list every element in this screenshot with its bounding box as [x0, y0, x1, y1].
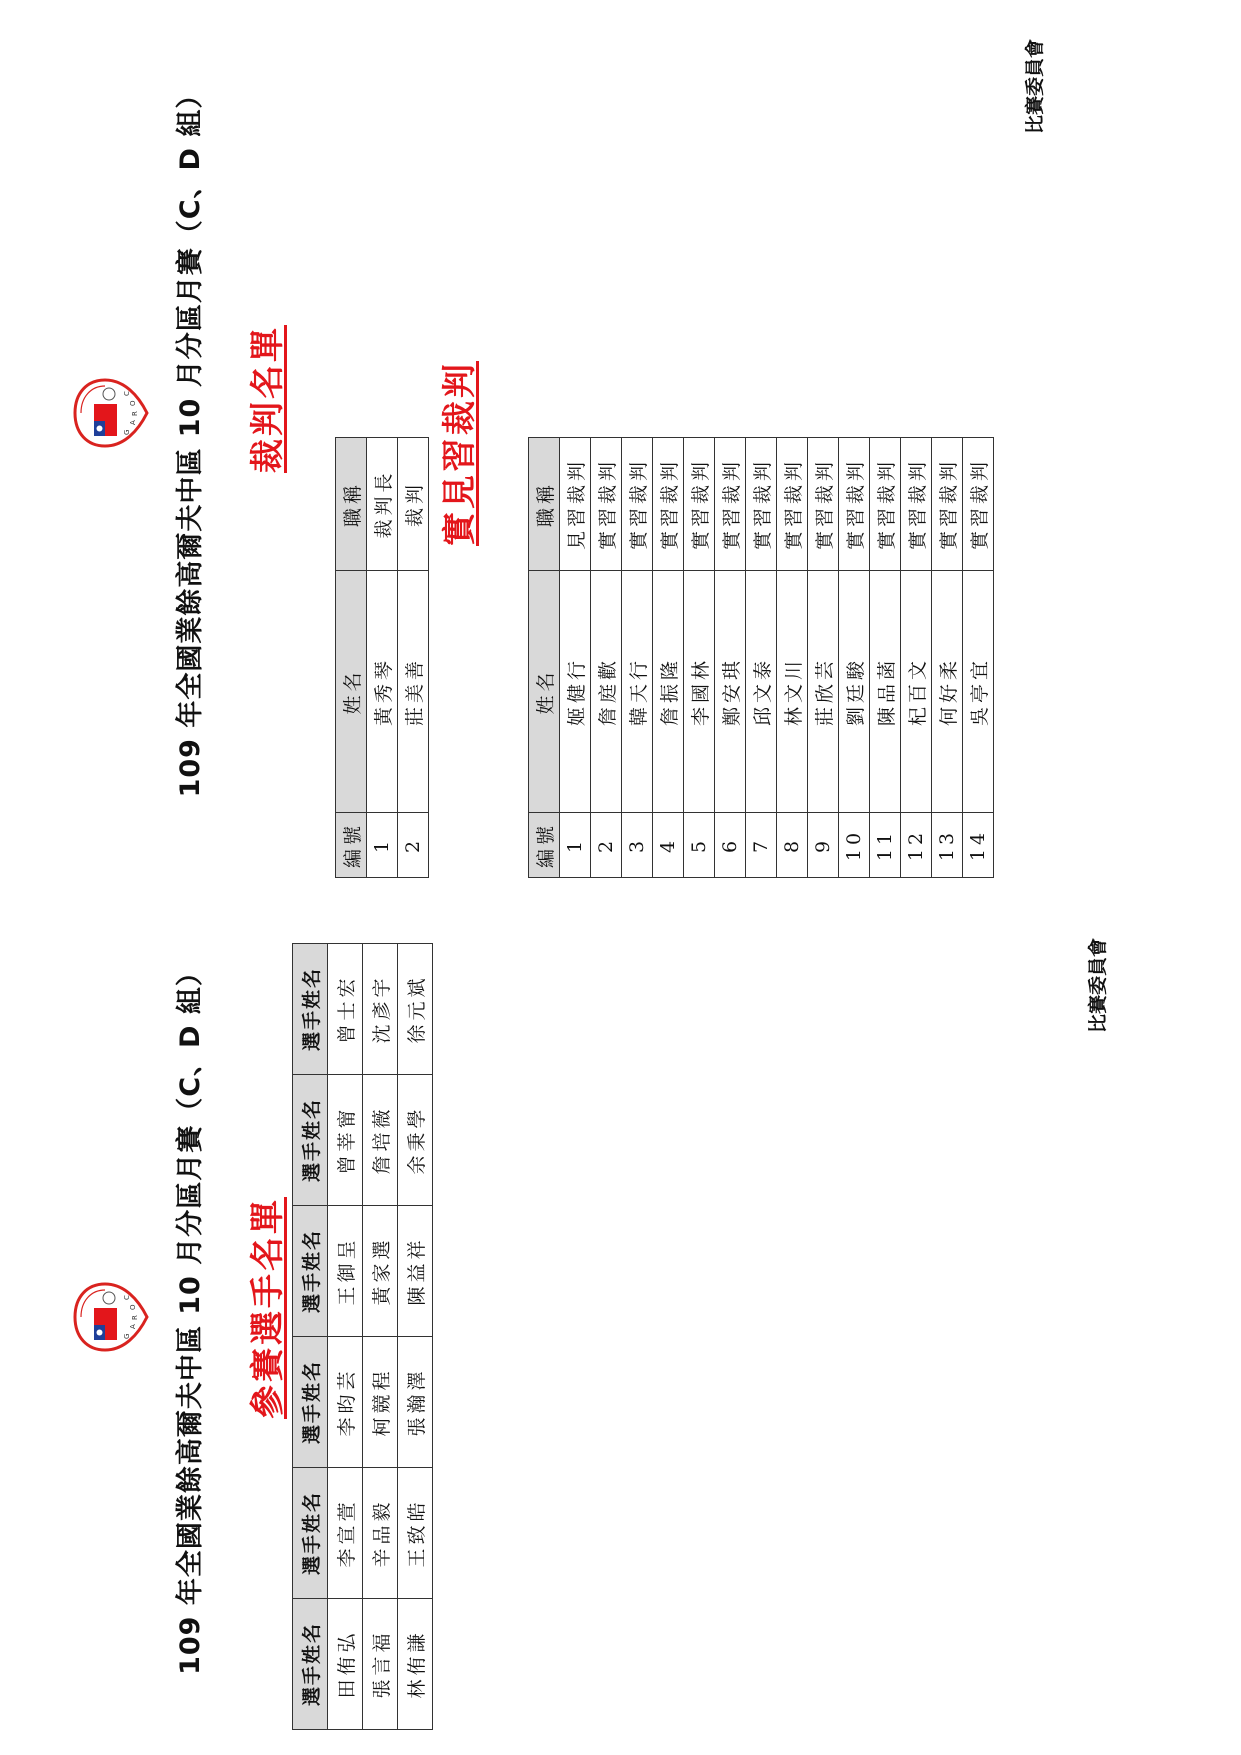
player-name: 張瀚澤: [398, 1337, 433, 1468]
player-name: 王致皓: [398, 1468, 433, 1599]
player-name: 田侑弘: [328, 1599, 363, 1730]
players-table: [292, 943, 433, 1730]
player-name: 詹培薇: [363, 1075, 398, 1206]
table-row: [622, 438, 653, 878]
trainee-number: 14: [963, 813, 994, 878]
table-row: [398, 944, 433, 1730]
player-name: 王御呈: [328, 1206, 363, 1337]
trainee-name: 李國林: [684, 571, 715, 813]
trainee-number: 7: [746, 813, 777, 878]
association-logo: [72, 377, 150, 449]
column-header-number: 編號: [529, 813, 560, 878]
trainee-number: 1: [560, 813, 591, 878]
players-heading: 參賽選手名單: [248, 1197, 288, 1419]
player-name: 余秉學: [398, 1075, 433, 1206]
table-row: [560, 438, 591, 878]
player-name: 沈彥宇: [363, 944, 398, 1075]
logo-letter: G: [123, 1333, 131, 1339]
trainees-header-row: [529, 438, 560, 878]
referee-name: 黃秀琴: [367, 571, 398, 813]
table-row: [901, 438, 932, 878]
trainee-name: 韓天行: [622, 571, 653, 813]
trainee-title: 實習裁判: [746, 438, 777, 571]
trainee-number: 12: [901, 813, 932, 878]
table-row: [932, 438, 963, 878]
table-row: [398, 438, 429, 878]
trainee-number: 2: [591, 813, 622, 878]
table-row: [363, 944, 398, 1730]
player-name: 李昀芸: [328, 1337, 363, 1468]
table-row: [684, 438, 715, 878]
table-row: [653, 438, 684, 878]
table-row: [715, 438, 746, 878]
player-name: 林侑謙: [398, 1599, 433, 1730]
logo-letter: R: [131, 411, 139, 416]
logo-letter: O: [129, 1304, 137, 1310]
table-row: [870, 438, 901, 878]
logo-letter: R: [131, 1315, 139, 1320]
trainee-title: 實習裁判: [963, 438, 994, 571]
trainee-title: 實習裁判: [653, 438, 684, 571]
players-column-header: 選手姓名: [293, 1206, 328, 1337]
table-row: [591, 438, 622, 878]
trainee-number: 6: [715, 813, 746, 878]
trainee-title: 實習裁判: [870, 438, 901, 571]
trainee-number: 3: [622, 813, 653, 878]
player-name: 曾莘甯: [328, 1075, 363, 1206]
trainee-name: 吳亭宜: [963, 571, 994, 813]
trainee-name: 陳品菡: [870, 571, 901, 813]
player-name: 李宣萱: [328, 1468, 363, 1599]
trainee-number: 13: [932, 813, 963, 878]
trainee-title: 實習裁判: [932, 438, 963, 571]
logo-letter: O: [129, 400, 137, 406]
trainee-name: 邱文泰: [746, 571, 777, 813]
trainee-name: 詹振隆: [653, 571, 684, 813]
trainee-name: 林文川: [777, 571, 808, 813]
trainee-name: 姬健行: [560, 571, 591, 813]
trainee-number: 8: [777, 813, 808, 878]
committee-signature: 比賽委員會: [1087, 937, 1109, 1033]
trainee-name: 鄭安琪: [715, 571, 746, 813]
player-name: 張言福: [363, 1599, 398, 1730]
trainee-name: 杞百文: [901, 571, 932, 813]
referees-header-row: [336, 438, 367, 878]
trainees-table: [528, 437, 994, 878]
logo-letter: G: [123, 429, 131, 435]
trainee-title: 實習裁判: [622, 438, 653, 571]
table-row: [808, 438, 839, 878]
player-name: 徐元斌: [398, 944, 433, 1075]
players-column-header: 選手姓名: [293, 1075, 328, 1206]
committee-signature: 比賽委員會: [1024, 38, 1046, 134]
table-row: [839, 438, 870, 878]
referee-number: 1: [367, 813, 398, 878]
trainee-name: 莊欣芸: [808, 571, 839, 813]
trainee-title: 實習裁判: [901, 438, 932, 571]
players-column-header: 選手姓名: [293, 1337, 328, 1468]
trainee-title: 見習裁判: [560, 438, 591, 571]
players-column-header: 選手姓名: [293, 1599, 328, 1730]
referee-title: 裁判: [398, 438, 429, 571]
referee-title: 裁判長: [367, 438, 398, 571]
trainee-number: 11: [870, 813, 901, 878]
trainee-name: 詹庭歡: [591, 571, 622, 813]
table-row: [746, 438, 777, 878]
player-name: 柯競程: [363, 1337, 398, 1468]
player-name: 辛品毅: [363, 1468, 398, 1599]
logo-letter: C: [123, 1295, 131, 1300]
player-name: 黃家選: [363, 1206, 398, 1337]
trainee-number: 4: [653, 813, 684, 878]
trainee-name: 何好柔: [932, 571, 963, 813]
column-header-title: 職稱: [336, 438, 367, 571]
logo-letter: A: [129, 420, 137, 425]
player-name: 陳益祥: [398, 1206, 433, 1337]
table-row: [963, 438, 994, 878]
table-row: [328, 944, 363, 1730]
players-header-row: [293, 944, 328, 1730]
trainee-name: 劉廷駿: [839, 571, 870, 813]
referees-heading: 裁判名單: [248, 325, 288, 473]
referee-number: 2: [398, 813, 429, 878]
players-panel: [0, 878, 1241, 1755]
column-header-number: 編號: [336, 813, 367, 878]
logo-letter: A: [129, 1324, 137, 1329]
trainee-number: 10: [839, 813, 870, 878]
logo-letter: C: [123, 391, 131, 396]
table-row: [367, 438, 398, 878]
page-title: 109 年全國業餘高爾夫中區 10 月分區月賽（C、D 組）: [175, 958, 206, 1675]
trainee-title: 實習裁判: [839, 438, 870, 571]
referees-table: [335, 437, 429, 878]
trainee-number: 9: [808, 813, 839, 878]
trainee-number: 5: [684, 813, 715, 878]
column-header-name: 姓名: [529, 571, 560, 813]
column-header-name: 姓名: [336, 571, 367, 813]
player-name: 曾士宏: [328, 944, 363, 1075]
players-column-header: 選手姓名: [293, 1468, 328, 1599]
referee-name: 莊美善: [398, 571, 429, 813]
page-title: 109 年全國業餘高爾夫中區 10 月分區月賽（C、D 組）: [175, 80, 206, 798]
trainee-title: 實習裁判: [684, 438, 715, 571]
trainees-heading: 實見習裁判: [440, 361, 480, 546]
players-column-header: 選手姓名: [293, 944, 328, 1075]
trainee-title: 實習裁判: [591, 438, 622, 571]
table-row: [777, 438, 808, 878]
trainee-title: 實習裁判: [808, 438, 839, 571]
association-logo: [72, 1281, 150, 1353]
column-header-title: 職稱: [529, 438, 560, 571]
trainee-title: 實習裁判: [777, 438, 808, 571]
trainee-title: 實習裁判: [715, 438, 746, 571]
